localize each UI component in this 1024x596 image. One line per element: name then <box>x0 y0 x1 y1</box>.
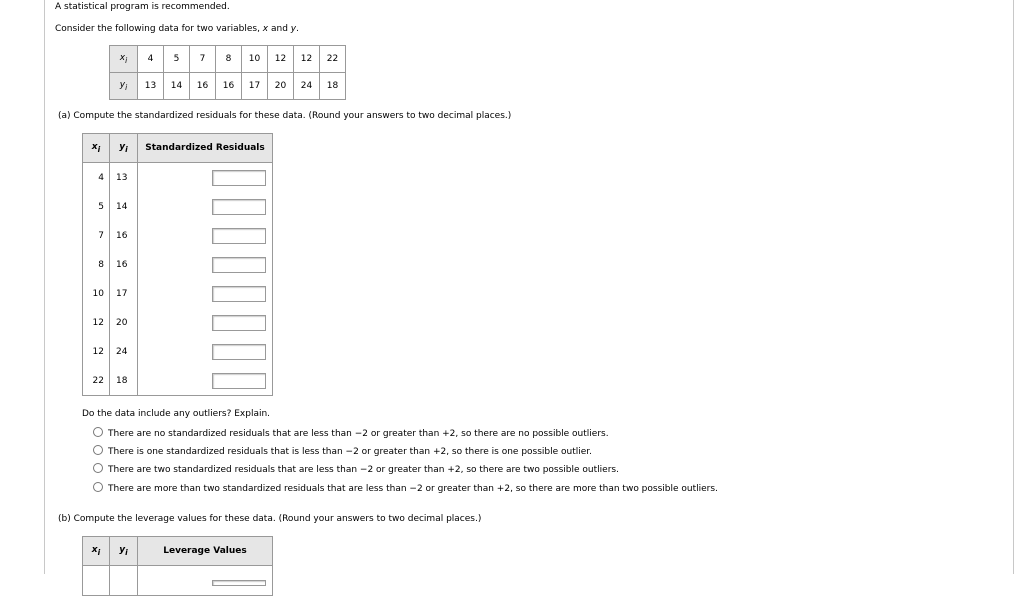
x-header: $x_i$ <box>110 46 138 73</box>
table-row <box>83 566 273 596</box>
table-row <box>83 250 273 279</box>
col-x-header: $x_i$ <box>83 537 110 566</box>
col-residuals-header: Standardized Residuals <box>138 134 273 163</box>
residual-input[interactable] <box>212 373 266 389</box>
col-y-header: $y_i$ <box>110 134 138 163</box>
x-cell: 12 <box>83 337 110 366</box>
given-data-table <box>109 45 346 100</box>
outlier-option-2[interactable] <box>93 445 592 457</box>
y-cell: 13 <box>110 163 138 193</box>
col-y-header: $y_i$ <box>110 537 138 566</box>
y-cell: 18 <box>110 366 138 396</box>
table-row <box>83 192 273 221</box>
residual-input[interactable] <box>212 257 266 273</box>
part-b-prompt: (b) Compute the leverage values for these data. (Round your answers to two decimal places.) <box>58 514 482 524</box>
outlier-option-1[interactable] <box>93 427 609 439</box>
radio-button[interactable] <box>93 445 103 455</box>
option-label: There are no standardized residuals that are less than −2 or greater than +2, so there are no possible outliers. <box>108 429 609 439</box>
x-value: 12 <box>268 46 294 73</box>
intro-data-line: Consider the following data for two variables, x and y. <box>55 24 299 34</box>
table-row <box>83 337 273 366</box>
y-row <box>110 73 346 100</box>
option-label: There is one standardized residuals that is less than −2 or greater than +2, so there is one possible outlier. <box>108 447 593 457</box>
x-cell: 10 <box>83 279 110 308</box>
table-row <box>83 163 273 193</box>
residual-input[interactable] <box>212 199 266 215</box>
x-value: 10 <box>242 46 268 73</box>
x-value: 7 <box>190 46 216 73</box>
y-header: $y_i$ <box>110 73 138 100</box>
residual-input[interactable] <box>212 315 266 331</box>
x-value: 4 <box>138 46 164 73</box>
x-cell: 22 <box>83 366 110 396</box>
residual-input[interactable] <box>212 228 266 244</box>
leverage-input[interactable] <box>212 580 266 586</box>
col-leverage-header: Leverage Values <box>138 537 273 566</box>
y-cell: 17 <box>110 279 138 308</box>
residual-input[interactable] <box>212 344 266 360</box>
radio-button[interactable] <box>93 463 103 473</box>
y-value: 14 <box>164 73 190 100</box>
leverage-values-table <box>82 536 273 596</box>
table-row <box>83 308 273 337</box>
table-row <box>83 279 273 308</box>
radio-button[interactable] <box>93 482 103 492</box>
table-row <box>83 221 273 250</box>
header-row <box>83 134 273 163</box>
x-cell: 12 <box>83 308 110 337</box>
option-label: There are more than two standardized residuals that are less than −2 or greater than +2, so there are more than two possible outliers. <box>108 484 718 494</box>
x-cell: 5 <box>83 192 110 221</box>
y-value: 13 <box>138 73 164 100</box>
x-cell: 4 <box>83 163 110 193</box>
x-value: 5 <box>164 46 190 73</box>
radio-button[interactable] <box>93 427 103 437</box>
y-cell: 24 <box>110 337 138 366</box>
y-value: 24 <box>294 73 320 100</box>
x-row <box>110 46 346 73</box>
x-cell: 7 <box>83 221 110 250</box>
outlier-option-4[interactable] <box>93 482 718 494</box>
col-x-header: $x_i$ <box>83 134 110 163</box>
y-value: 17 <box>242 73 268 100</box>
x-cell: 8 <box>83 250 110 279</box>
y-value: 20 <box>268 73 294 100</box>
y-cell: 16 <box>110 250 138 279</box>
y-cell: 20 <box>110 308 138 337</box>
table-row <box>83 366 273 396</box>
x-value: 22 <box>320 46 346 73</box>
residual-input[interactable] <box>212 170 266 186</box>
standardized-residuals-table <box>82 133 273 396</box>
residual-input[interactable] <box>212 286 266 302</box>
intro-line: A statistical program is recommended. <box>55 2 230 12</box>
part-a-prompt: (a) Compute the standardized residuals for these data. (Round your answers to two decimal places.) <box>58 111 512 121</box>
y-cell: 14 <box>110 192 138 221</box>
y-cell: 16 <box>110 221 138 250</box>
x-value: 8 <box>216 46 242 73</box>
y-value: 18 <box>320 73 346 100</box>
header-row <box>83 537 273 566</box>
y-value: 16 <box>216 73 242 100</box>
option-label: There are two standardized residuals that are less than −2 or greater than +2, so there are two possible outliers. <box>108 465 619 475</box>
y-value: 16 <box>190 73 216 100</box>
x-value: 12 <box>294 46 320 73</box>
outlier-question: Do the data include any outliers? Explain. <box>82 409 271 419</box>
outlier-option-3[interactable] <box>93 463 619 475</box>
